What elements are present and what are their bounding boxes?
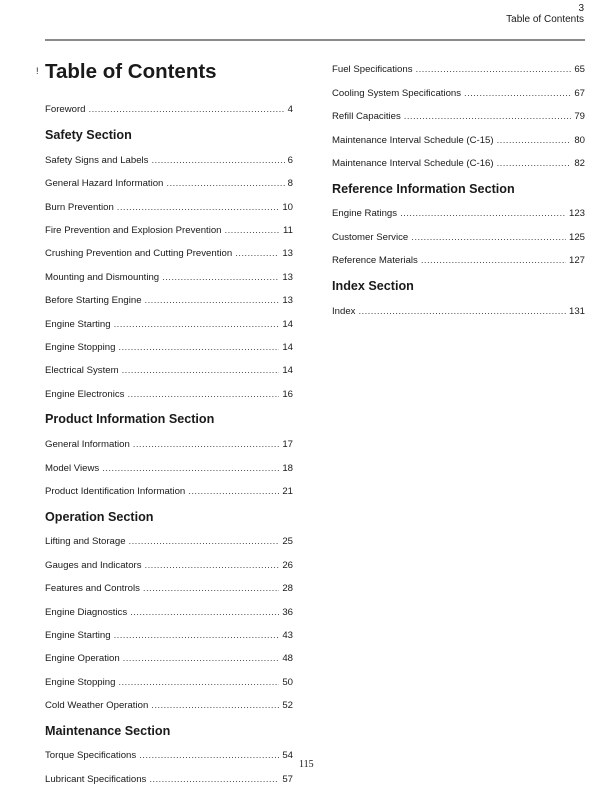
toc-entry-label: Engine Stopping: [45, 676, 116, 688]
toc-entry[interactable]: [332, 249, 585, 272]
toc-entry-page: 67: [574, 87, 585, 99]
toc-entry-label: Safety Signs and Labels: [45, 154, 149, 166]
toc-entry-page: 6: [287, 154, 293, 166]
toc-entry-page: 54: [282, 750, 293, 762]
toc-entry[interactable]: [45, 694, 293, 717]
toc-entry-label: Index: [332, 305, 356, 317]
dot-leader: [118, 677, 279, 688]
toc-entry-label: Burn Prevention: [45, 201, 114, 213]
toc-entry-label: Fire Prevention and Explosion Prevention: [45, 225, 222, 237]
toc-entry-label: Maintenance Interval Schedule (C-16): [332, 158, 494, 170]
toc-entry[interactable]: [45, 671, 293, 694]
toc-entry[interactable]: [45, 359, 293, 382]
toc-entry-label: Lifting and Storage: [45, 536, 126, 548]
toc-right-column: [332, 58, 585, 323]
toc-entry[interactable]: [332, 105, 585, 128]
toc-entry-label: Torque Specifications: [45, 750, 137, 762]
toc-entry-label: Electrical System: [45, 365, 119, 377]
toc-entry-page: 21: [282, 485, 293, 497]
section-heading: Maintenance Section: [45, 723, 171, 738]
toc-entry[interactable]: [45, 383, 293, 406]
toc-entry-label: Engine Starting: [45, 318, 111, 330]
dot-leader: [145, 560, 280, 571]
dot-leader: [497, 158, 572, 169]
dot-leader: [133, 439, 280, 450]
toc-entry[interactable]: [45, 172, 293, 195]
dot-leader: [102, 463, 279, 474]
toc-entry-page: 25: [282, 536, 293, 548]
toc-entry-page: 11: [283, 225, 293, 237]
toc-entry[interactable]: [45, 219, 293, 242]
section-heading: Index Section: [332, 278, 414, 293]
toc-entry-page: 13: [282, 248, 293, 260]
dot-leader: [416, 64, 572, 75]
toc-entry-page: 14: [282, 365, 293, 377]
dot-leader: [404, 111, 572, 122]
toc-entry-label: Foreword: [45, 104, 86, 116]
page-title: Table of Contents: [45, 60, 217, 83]
toc-entry-page: 127: [568, 255, 585, 267]
dot-leader: [188, 486, 279, 497]
toc-entry-label: Cold Weather Operation: [45, 700, 149, 712]
toc-entry-label: Reference Materials: [332, 255, 418, 267]
toc-entry-page: 18: [282, 462, 293, 474]
toc-entry-page: 13: [282, 271, 293, 283]
toc-entry[interactable]: [45, 242, 293, 265]
toc-entry-label: Engine Starting: [45, 629, 111, 641]
toc-entry[interactable]: [45, 480, 293, 503]
dot-leader: [149, 774, 279, 785]
toc-entry-page: 123: [568, 208, 585, 220]
toc-entry-page: 16: [282, 388, 293, 400]
toc-entry[interactable]: [45, 744, 293, 767]
dot-leader: [89, 104, 285, 115]
dot-leader: [143, 583, 279, 594]
toc-entry-label: Crushing Prevention and Cutting Prevention: [45, 248, 233, 260]
toc-entry[interactable]: [45, 266, 293, 289]
toc-entry[interactable]: [332, 299, 585, 322]
dot-leader: [139, 750, 279, 761]
toc-entry-page: 13: [282, 295, 293, 307]
toc-entry-page: 79: [574, 111, 585, 123]
toc-entry[interactable]: [332, 226, 585, 249]
dot-leader: [151, 700, 279, 711]
section-heading: Safety Section: [45, 128, 132, 143]
dot-leader: [114, 630, 280, 641]
toc-entry-label: General Hazard Information: [45, 178, 164, 190]
dot-leader: [117, 202, 280, 213]
dot-leader: [235, 248, 279, 259]
toc-entry[interactable]: [45, 600, 293, 623]
dot-leader: [123, 653, 280, 664]
toc-entry-label: Engine Stopping: [45, 342, 116, 353]
toc-entry-page: 52: [282, 700, 293, 712]
toc-entry[interactable]: [45, 647, 293, 670]
toc-entry-page: 82: [574, 158, 585, 170]
toc-entry[interactable]: [332, 128, 585, 151]
toc-entry-page: 43: [282, 629, 293, 641]
toc-entry-label: Engine Ratings: [332, 208, 398, 220]
toc-entry-label: Features and Controls: [45, 583, 140, 595]
toc-entry[interactable]: [332, 152, 585, 175]
toc-entry-label: Model Views: [45, 462, 100, 474]
toc-entry-page: 26: [282, 559, 293, 571]
toc-entry-page: 14: [282, 342, 293, 353]
toc-entry[interactable]: [45, 336, 293, 359]
toc-entry-label: Mounting and Dismounting: [45, 271, 160, 283]
toc-entry-label: Engine Diagnostics: [45, 606, 128, 618]
dot-leader: [464, 88, 571, 99]
toc-entry-page: 131: [568, 305, 585, 317]
toc-entry-label: Maintenance Interval Schedule (C-15): [332, 134, 494, 146]
toc-entry-label: Customer Service: [332, 231, 409, 243]
header-rule: [45, 39, 585, 41]
toc-entry-page: 14: [282, 318, 293, 330]
running-title: Table of Contents: [506, 14, 584, 25]
toc-entry[interactable]: [45, 624, 293, 647]
toc-entry-label: Engine Electronics: [45, 388, 125, 400]
dot-leader: [411, 232, 566, 243]
toc-entry[interactable]: [45, 312, 293, 335]
footer-number: 115: [299, 759, 314, 770]
toc-entry-label: Fuel Specifications: [332, 64, 413, 76]
dot-leader: [127, 389, 279, 400]
toc-entry-page: 28: [282, 583, 293, 595]
dot-leader: [166, 178, 284, 189]
toc-entry[interactable]: [45, 554, 293, 577]
toc-entry-page: 36: [282, 606, 293, 618]
toc-entry-page: 80: [574, 134, 585, 146]
dot-leader: [114, 319, 280, 330]
toc-entry-label: Lubricant Specifications: [45, 773, 147, 785]
toc-entry-label: Product Identification Information: [45, 485, 186, 497]
dot-leader: [162, 272, 279, 283]
toc-entry-page: 48: [282, 653, 293, 665]
toc-entry-label: Engine Operation: [45, 653, 120, 665]
toc-entry[interactable]: [45, 195, 293, 218]
toc-entry-page: 65: [574, 64, 585, 76]
toc-entry[interactable]: [45, 98, 293, 121]
toc-entry-label: Refill Capacities: [332, 111, 401, 123]
dot-leader: [151, 155, 284, 166]
toc-entry-label: General Information: [45, 439, 130, 451]
toc-entry-page: 50: [282, 676, 293, 688]
toc-entry[interactable]: [332, 58, 585, 81]
toc-entry-page: 17: [282, 439, 293, 451]
toc-entry[interactable]: [45, 768, 293, 791]
margin-mark: !: [36, 66, 39, 76]
toc-entry[interactable]: [332, 82, 585, 105]
toc-entry-page: 8: [287, 178, 293, 190]
toc-left-column: [45, 98, 293, 791]
page-number: 3: [578, 3, 584, 14]
toc-entry-page: 125: [568, 231, 585, 243]
toc-entry[interactable]: [45, 149, 293, 172]
toc-entry-label: Before Starting Engine: [45, 295, 142, 307]
toc-entry-label: Cooling System Specifications: [332, 87, 462, 99]
toc-entry-page: 57: [282, 773, 293, 785]
dot-leader: [497, 135, 572, 146]
dot-leader: [400, 208, 566, 219]
dot-leader: [421, 255, 566, 266]
toc-entry-label: Gauges and Indicators: [45, 559, 142, 571]
dot-leader: [145, 295, 280, 306]
section-heading: Product Information Section: [45, 412, 215, 427]
toc-entry[interactable]: [45, 456, 293, 479]
toc-entry[interactable]: [332, 202, 585, 225]
dot-leader: [129, 536, 280, 547]
dot-leader: [130, 607, 279, 618]
toc-entry[interactable]: [45, 289, 293, 312]
toc-entry-page: 4: [287, 104, 293, 116]
section-heading: Reference Information Section: [332, 181, 515, 196]
section-heading: Operation Section: [45, 509, 154, 524]
toc-entry[interactable]: [45, 530, 293, 553]
dot-leader: [358, 306, 566, 317]
toc-entry[interactable]: [45, 433, 293, 456]
toc-entry-page: 10: [282, 201, 293, 213]
dot-leader: [118, 342, 279, 353]
dot-leader: [122, 365, 280, 376]
toc-entry[interactable]: [45, 577, 293, 600]
dot-leader: [225, 225, 281, 236]
